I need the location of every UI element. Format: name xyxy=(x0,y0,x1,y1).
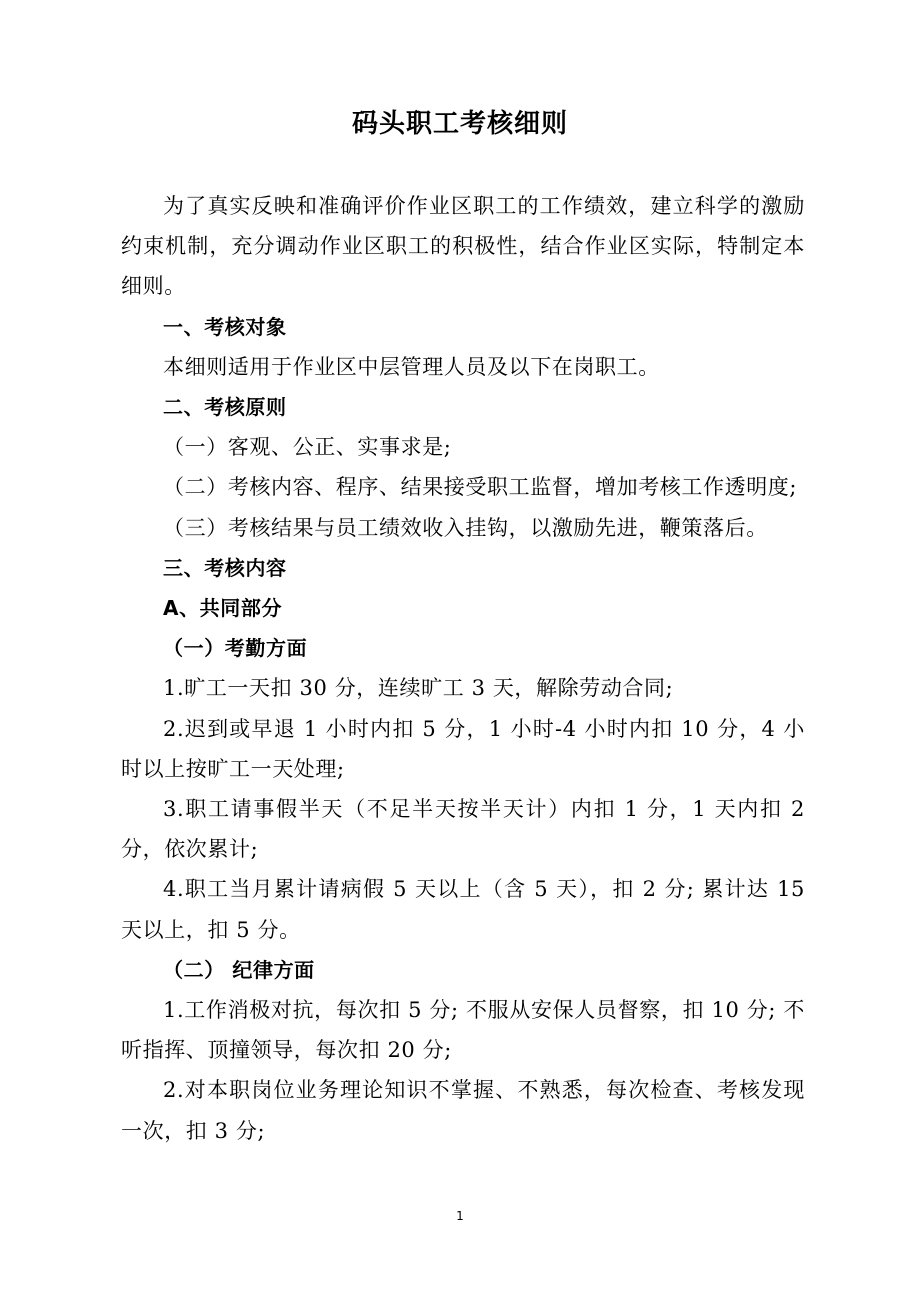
section-heading: 一、考核对象 xyxy=(163,314,287,339)
section-heading: 二、考核原则 xyxy=(163,395,287,420)
document-body xyxy=(121,186,805,1151)
paragraph: 本细则适用于作业区中层管理人员及以下在岗职工。 xyxy=(163,354,660,379)
section-heading: （一）考勤方面 xyxy=(163,636,308,661)
paragraph: 3.职工请事假半天（不足半天按半天计）内扣 1 分，1 天内扣 2 分，依次累计; xyxy=(121,797,805,862)
paragraph: （三）考核结果与员工绩效收入挂钩，以激励先进，鞭策落后。 xyxy=(163,515,768,540)
section-heading: A、共同部分 xyxy=(163,596,283,621)
section-heading: 三、考核内容 xyxy=(163,555,287,580)
paragraph: （二）考核内容、程序、结果接受职工监督，增加考核工作透明度; xyxy=(163,475,798,500)
paragraph: 2.对本职岗位业务理论知识不掌握、不熟悉，每次检查、考核发现一次，扣 3 分; xyxy=(121,1078,805,1143)
section-heading: （二） 纪律方面 xyxy=(163,957,315,982)
paragraph: 1.工作消极对抗，每次扣 5 分; 不服从安保人员督察，扣 10 分; 不听指挥、顶撞领导，每次扣 20 分; xyxy=(121,998,805,1063)
paragraph: （一）客观、公正、实事求是; xyxy=(163,435,452,460)
paragraph: 4.职工当月累计请病假 5 天以上（含 5 天），扣 2 分; 累计达 15 天以上，扣 5 分。 xyxy=(121,877,805,942)
page-number: 1 xyxy=(456,1209,464,1223)
document-title: 码头职工考核细则 xyxy=(351,109,568,139)
paragraph: 1.旷工一天扣 30 分，连续旷工 3 天，解除劳动合同; xyxy=(163,676,674,701)
paragraph: 2.迟到或早退 1 小时内扣 5 分，1 小时-4 小时内扣 10 分，4 小时以上按旷工一天处理; xyxy=(121,716,805,781)
paragraph: 为了真实反映和准确评价作业区职工的工作绩效，建立科学的激励约束机制，充分调动作业区职工的积极性，结合作业区实际，特制定本细则。 xyxy=(121,194,805,299)
